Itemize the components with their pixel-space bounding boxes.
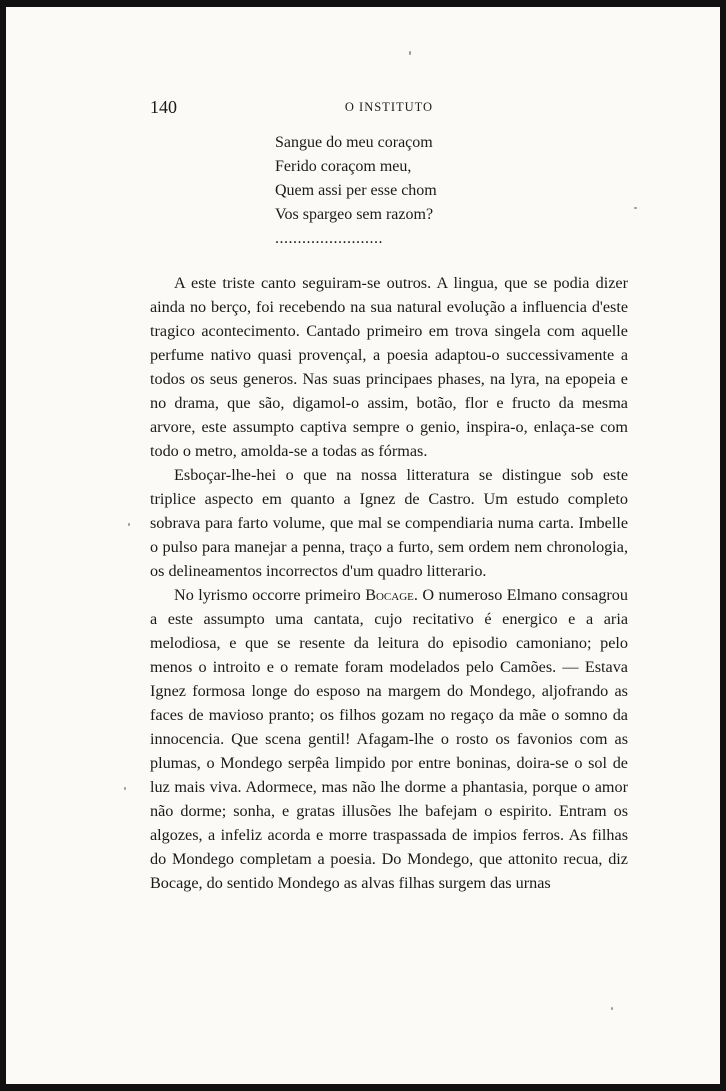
scan-speck [128,523,130,526]
scan-speck [611,1007,613,1010]
verse-line: Vos spargeo sem razom? [275,206,434,223]
verse-line: Sangue do meu coraçom [275,134,433,151]
page-header [150,97,628,121]
paragraph: Esboçar-lhe-hei o que na nossa litteratura se distingue sob este triplice aspecto em quanto a Ignez de Castro. Um estudo completo sobrava para farto volume, que mal se compendiaria numa carta. Imbelle o pulso para manejar a penna, traço a furto, sem ordem nem chronologia, os delineamentos incorrectos d'um quadro litterario. [150,466,628,580]
scan-speck [124,787,126,790]
paragraph-text: . O numeroso Elmano consagrou a este assumpto uma cantata, cujo recitativo é energico e a aria melodiosa, e que se resente da leitura do episodio camoniano; pelo menos o introito e o remate foram modelados pelo Camões. — Estava Ignez formosa longe do esposo na margem do Mondego, aljofrando as faces de mavioso pranto; os filhos gozam no regaço da mãe o somno da innocencia. Que scena gentil! Afagam-lhe o rosto os favonios com as plumas, o Mondego serpêa limpido por entre boninas, doira-se o sol de luz mais viva. Adormece, mas não lhe dorme a phantasia, porque o amor não dorme; sonha, e gratas illusões lhe bafejam o espirito. Entram os algozes, a infeliz acorda e morre traspassada de impios ferros. As filhas do Mondego completam a poesia. Do Mondego, que attonito recua, diz Bocage, do sentido Mondego as alvas filhas surgem das urnas [150,586,628,892]
author-name-smallcaps: Bocage [365,586,414,604]
verse-line: Ferido coraçom meu, [275,158,412,175]
paragraph: A este triste canto seguiram-se outros. A lingua, que se podia dizer ainda no berço, foi recebendo na sua natural evolução a influencia d'este tragico acontecimento. Cantado primeiro em trova singela com aquelle perfume nativo quasi provençal, a poesia adaptou-o successivamente a todos os seus generos. Nas suas principaes phases, na lyra, na epopeia e no drama, que são, digamol-o assim, botão, flor e fructo da mesma arvore, este assumpto captiva sempre o genio, inspira-o, enlaça-se com todo o metro, amolda-se a todas as fórmas. [150,274,628,460]
scan-speck [409,51,411,55]
paragraph-text: No lyrismo occorre primeiro [174,586,366,604]
verse-line: Quem assi per esse chom [275,182,437,199]
verse-ellipsis: ........................ [275,230,383,247]
verse-block [275,131,437,251]
running-title: O INSTITUTO [344,100,434,114]
book-page [6,7,720,1084]
paragraph [150,583,628,895]
scan-speck [634,207,637,209]
body-text [150,271,628,895]
page-number: 140 [150,97,177,117]
